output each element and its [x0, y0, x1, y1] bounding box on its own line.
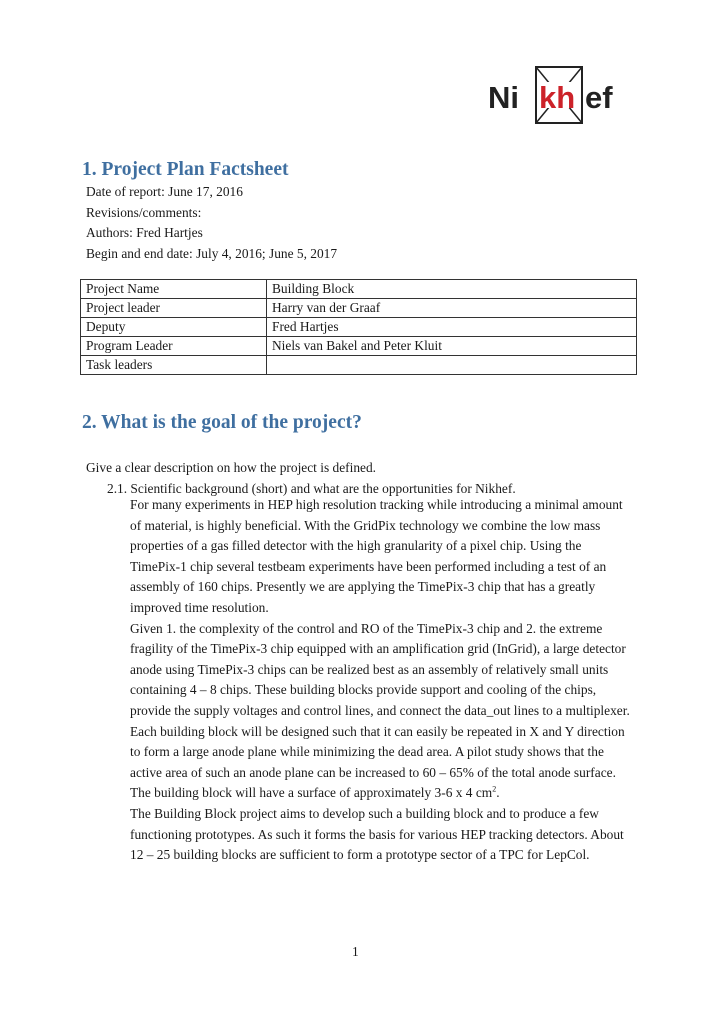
- table-row: [81, 356, 637, 375]
- paragraph-building-block: [130, 619, 630, 804]
- section2-body: [130, 495, 630, 866]
- table-key: Program Leader: [81, 337, 267, 356]
- section2-heading: 2. What is the goal of the project?: [82, 412, 362, 433]
- table-row: [81, 299, 637, 318]
- begin-end-date: Begin and end date: July 4, 2016; June 5, 2017: [86, 245, 338, 261]
- logo-text-boxed: kh: [539, 80, 576, 115]
- section1-heading: 1. Project Plan Factsheet: [82, 159, 289, 180]
- table-value: Fred Hartjes: [267, 318, 637, 337]
- table-value: Harry van der Graaf: [267, 299, 637, 318]
- table-row: [81, 318, 637, 337]
- paragraph-text: Given 1. the complexity of the control and RO of the TimePix-3 chip and 2. the extreme fragility of the TimePix-3 chip equipped with an amplification grid (InGrid), a large detector anode using TimePix-3 chips can be realized best as an assembly of relatively small units containing 4 – 8 chips. These building blocks provide support and cooling of the chips, provide the supply voltages and control lines, and connect the data_out lines to a multiplexer. Each building block will be designed such that it can easily be repeated in X and Y direction to form a large anode plane while minimizing the dead area. A pilot study shows that the active area of such an anode plane can be increased to 60 – 65% of the total anode surface. The building block will have a surface of approximately 3-6 x 4 cm: [130, 620, 630, 801]
- table-key: Project leader: [81, 299, 267, 318]
- project-facts-table: [80, 279, 637, 375]
- authors: Authors: Fred Hartjes: [86, 225, 203, 240]
- table-key: Task leaders: [81, 356, 267, 375]
- table-key: Deputy: [81, 318, 267, 337]
- logo-text-left: Ni: [488, 80, 519, 115]
- paragraph-project-aim: The Building Block project aims to develop such a building block and to produce a few functioning prototypes. As such it forms the basis for various HEP tracking detectors. About 12 – 25 building blocks are sufficient to form a prototype sector of a TPC for LepCol.: [130, 805, 624, 863]
- date-of-report: Date of report: June 17, 2016: [86, 184, 243, 199]
- section2-intro: Give a clear description on how the project is defined.: [86, 460, 377, 475]
- report-metadata: [86, 182, 337, 264]
- table-row: [81, 337, 637, 356]
- logo-text-right: ef: [585, 80, 613, 115]
- nikhef-logo: [486, 66, 630, 124]
- superscript: 2: [492, 784, 497, 794]
- table-key: Project Name: [81, 280, 267, 299]
- page-number: 1: [352, 944, 359, 959]
- table-row: [81, 280, 637, 299]
- subsection-2-1-title: 2.1. Scientific background (short) and what are the opportunities for Nikhef.: [107, 481, 516, 496]
- paragraph-end: .: [496, 785, 500, 801]
- revisions-comments: Revisions/comments:: [86, 204, 202, 220]
- paragraph-gridpix: For many experiments in HEP high resolution tracking while introducing a minimal amount of material, is highly beneficial. With the GridPix technology we combine the low mass properties of a gas filled detector with the high granularity of a pixel chip. Using the TimePix-1 chip several testbeam experiments have been performed including a test of an assembly of 160 chips. Presently we are applying the TimePix-3 chip that has a greatly improved time resolution.: [130, 497, 623, 615]
- table-value: [267, 356, 637, 375]
- table-value: Building Block: [267, 280, 637, 299]
- table-value: Niels van Bakel and Peter Kluit: [267, 337, 637, 356]
